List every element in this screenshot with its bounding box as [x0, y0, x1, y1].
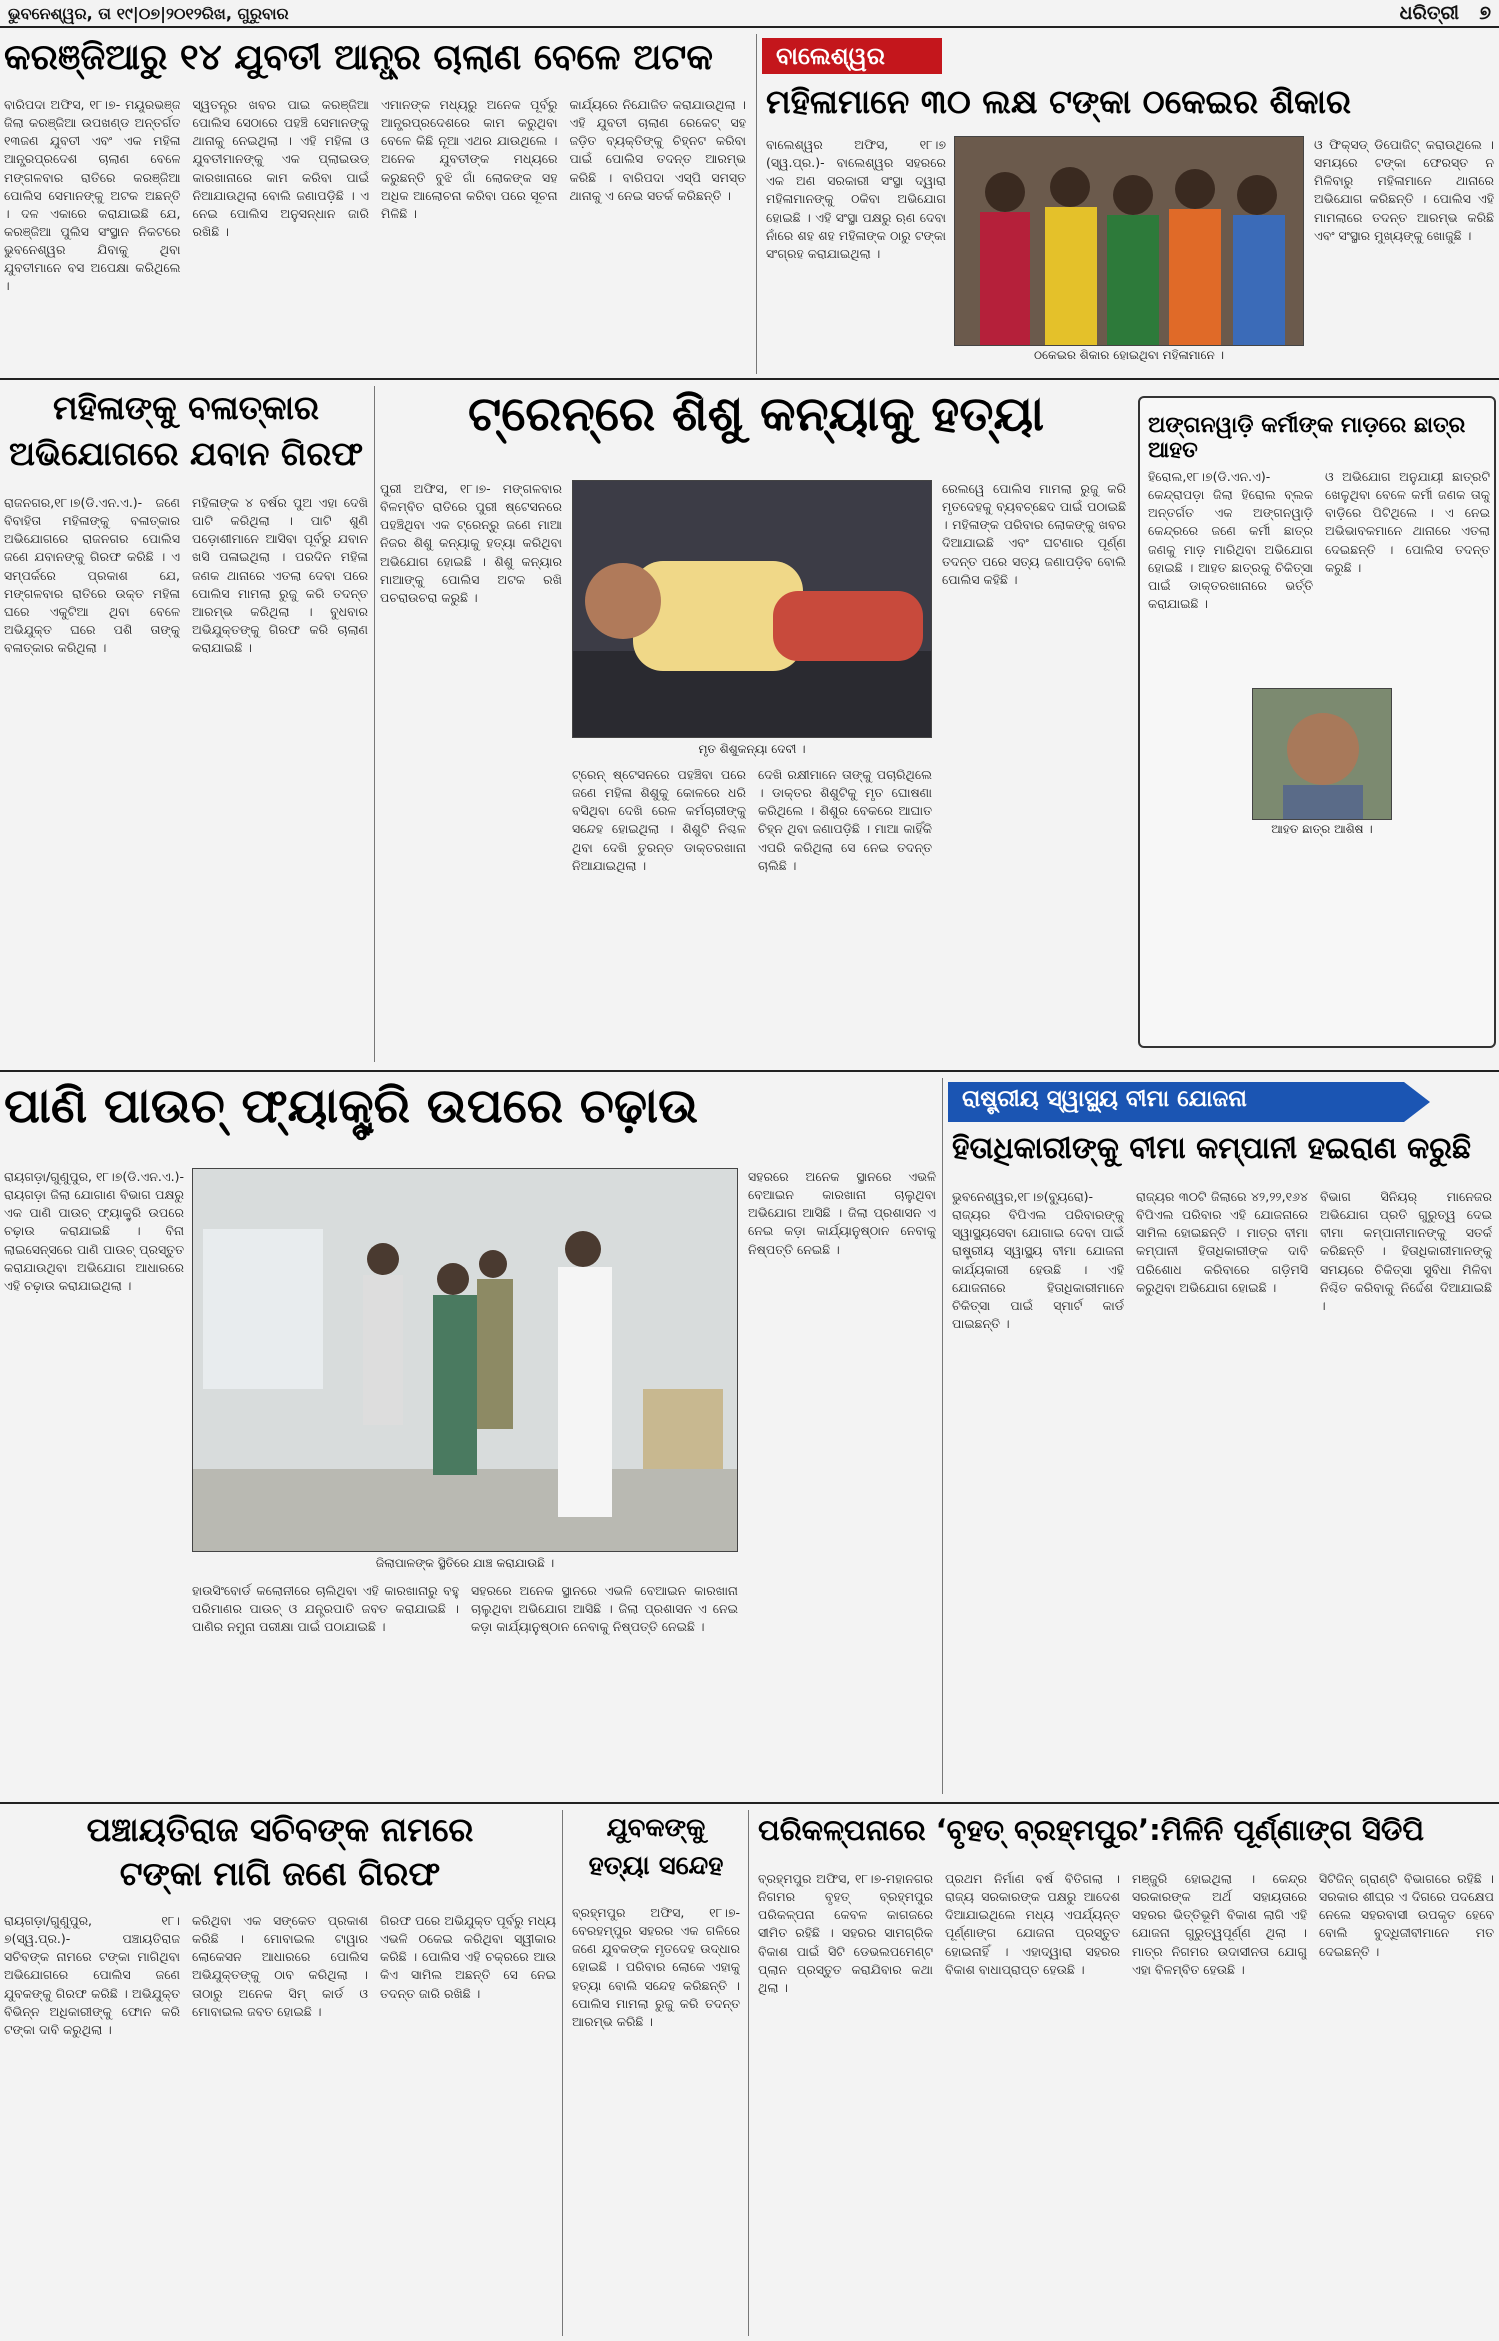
- story-water-pouch: [0, 1076, 940, 1796]
- article-column: ଭୁବନେଶ୍ୱର,୧୮।୭(ବ୍ୟୁରୋ)- ରାଜ୍ୟର ବିପିଏଲ ପରିବାରଙ୍କୁ ସ୍ୱାସ୍ଥ୍ୟସେବା ଯୋଗାଇ ଦେବା ପାଇଁ ରାଷ୍ଟ୍ରୀୟ ସ୍ୱାସ୍ଥ୍ୟ ବୀମା ଯୋଜନା କାର୍ଯ୍ୟକାରୀ ହେଉଛି । ଏହି ଯୋଜନାରେ ହିତାଧିକାରୀମାନେ ଚିକିତ୍ସା ପାଇଁ ସ୍ମାର୍ଟ କାର୍ଡ ପାଇଛନ୍ତି ।: [952, 1189, 1124, 1331]
- photo-caption: ମୃତ ଶିଶୁକନ୍ୟା ଦେବୀ ।: [698, 742, 806, 756]
- article-column: ଓ ଅଭିଯୋଗ ଅନୁଯାୟୀ ଛାତ୍ରଟି ଖେଳୁଥିବା ବେଳେ କର୍ମୀ ଜଣକ ତାକୁ ବାଡ଼ିରେ ପିଟିଥିଲେ । ଏ ନେଇ ଅଭିଭାବକମାନେ ଥାନାରେ ଏତଲା ଦେଇଛନ୍ତି । ପୋଲିସ ତଦନ୍ତ କରୁଛି ।: [1325, 469, 1490, 575]
- headline: ପାଣି ପାଉଚ୍ ଫ୍ୟାକ୍ଟ୍ରି ଉପରେ ଚଢ଼ାଉ: [4, 1078, 699, 1134]
- section-rule: [0, 1070, 1499, 1072]
- article-column: ରାୟଗଡ଼ା/ଗୁଣୁପୁର, ୧୮।୭(ଡି.ଏନ.ଏ.)- ରାୟଗଡ଼ା ଜିଲା ଯୋଗାଣ ବିଭାଗ ପକ୍ଷରୁ ଏକ ପାଣି ପାଉଚ୍ ଫ୍ୟାକ୍ଟ୍ରି ଉପରେ ଚଢ଼ାଉ କରାଯାଇଛି । ବିନା ଲାଇସେନ୍ସରେ ପାଣି ପାଉଚ୍ ପ୍ରସ୍ତୁତ କରାଯାଉଥିବା ଅଭିଯୋଗ ଆଧାରରେ ଏହି ଚଢ଼ାଉ କରାଯାଇଥିଲା ।: [4, 1169, 184, 1293]
- article-column: ବାରିପଦା ଅଫିସ, ୧୮।୭- ମୟୂରଭଞ୍ଜ ଜିଲା କରଞ୍ଜିଆ ଉପଖଣ୍ଡ ଅନ୍ତର୍ଗତ ୧୩ଜଣ ଯୁବତୀ ଏବଂ ଏକ ମହିଳା ଆନ୍ଧ୍ରପ୍ରଦେଶ ଚାଲାଣ ବେଳେ ମଙ୍ଗଳବାର ରାତିରେ କରଞ୍ଜିଆ ପୋଲିସ ସେମାନଙ୍କୁ ଅଟକ ଅଛନ୍ତି । ଦଳ ଏକାରେ କରାଯାଇଛି ଯେ, କରଞ୍ଜିଆ ପୁଲିସ ସଂସ୍ଥାନ ନିକଟରେ ଭୁବନେଶ୍ୱର ଯିବାକୁ ଥିବା ଯୁବତୀମାନେ ବସ ଅପେକ୍ଷା କରିଥିଲେ ।: [4, 97, 181, 294]
- article-column: ଓ ଫିକ୍ସଡ୍ ଡିପୋଜିଟ୍ କରାଉଥିଲେ । ସମୟରେ ଟଙ୍କା ଫେରସ୍ତ ନ ମିଳିବାରୁ ମହିଳାମାନେ ଥାନାରେ ଅଭିଯୋଗ କରିଛନ୍ତି । ପୋଲିସ ଏହି ମାମଲାରେ ତଦନ୍ତ ଆରମ୍ଭ କରିଛି ଏବଂ ସଂସ୍ଥାର ମୁଖ୍ୟଙ୍କୁ ଖୋଜୁଛି ।: [1314, 137, 1494, 243]
- folio-date: ଭୁବନେଶ୍ୱର, ତା ୧୯|୦୭|୨୦୧୨ରିଖ, ଗୁରୁବାର: [8, 4, 289, 23]
- headline: ମହିଳାମାନେ ୩୦ ଲକ୍ଷ ଟଙ୍କା ଠକେଇର ଶିକାର: [766, 82, 1352, 121]
- column-rule: [374, 386, 375, 1062]
- article-column: ଦେଖି ରକ୍ଷୀମାନେ ତାଙ୍କୁ ପଚାରିଥିଲେ । ଡାକ୍ତର ଶିଶୁଟିକୁ ମୃତ ଘୋଷଣା କରିଥିଲେ । ଶିଶୁର ବେକରେ ଆଘାତ ଚିହ୍ନ ଥିବା ଜଣାପଡ଼ିଛି । ମାଆ କାହିଁକି ଏପରି କରିଥିଲା ସେ ନେଇ ତଦନ୍ତ ଚାଲିଛି ।: [758, 767, 932, 873]
- section-kicker: ବାଲେଶ୍ୱର: [762, 38, 942, 74]
- headline: ଯୁବକଙ୍କୁ: [606, 1813, 706, 1843]
- story-panchayatiraj: [0, 1808, 560, 2338]
- article-column: ରାଜ୍ୟର ୩୦ଟି ଜିଲାରେ ୪୨,୨୨,୧୬୪ ବିପିଏଲ ପରିବାର ଏହି ଯୋଜନାରେ ସାମିଲ ହୋଇଛନ୍ତି । ମାତ୍ର ବୀମା କମ୍ପାନୀ ହିତାଧିକାରୀଙ୍କ ଦାବି ପରିଶୋଧ କରିବାରେ ଗଡ଼ିମସି କରୁଥିବା ଅଭିଯୋଗ ହୋଇଛି ।: [1136, 1189, 1308, 1295]
- article-column: ପୁରୀ ଅଫିସ, ୧୮।୭- ମଙ୍ଗଳବାର ବିଳମ୍ବିତ ରାତିରେ ପୁରୀ ଷ୍ଟେସନରେ ପହଞ୍ଚିଥିବା ଏକ ଟ୍ରେନ୍‌ରୁ ଜଣେ ମାଆ ନିଜର ଶିଶୁ କନ୍ୟାକୁ ହତ୍ୟା କରିଥିବା ଅଭିଯୋଗ ହୋଇଛି । ଶିଶୁ କନ୍ୟାର ମାଆଙ୍କୁ ପୋଲିସ ଅଟକ ରଖି ପଚରାଉଚରା କରୁଛି ।: [380, 481, 562, 605]
- infant-photo: [572, 480, 932, 738]
- newspaper-brand: ଧରିତ୍ରୀ: [1399, 2, 1459, 24]
- article-column: ପ୍ରଥମ ନିର୍ମାଣ ବର୍ଷ ବିତିଗଲା । ରାଜ୍ୟ ସରକାରଙ୍କ ପକ୍ଷରୁ ଆଦେଶ ଦିଆଯାଇଥିଲେ ମଧ୍ୟ ଏପର୍ଯ୍ୟନ୍ତ ପୂର୍ଣ୍ଣାଙ୍ଗ ଯୋଜନା ପ୍ରସ୍ତୁତ ହୋଇନାହିଁ । ଏହାଦ୍ୱାରା ସହରର ବିକାଶ ବାଧାପ୍ରାପ୍ତ ହେଉଛି ।: [945, 1871, 1120, 1977]
- section-kicker: ରାଷ୍ଟ୍ରୀୟ ସ୍ୱାସ୍ଥ୍ୟ ବୀମା ଯୋଜନା: [948, 1082, 1404, 1122]
- story-rajnagar: [0, 384, 372, 1064]
- article-column: କାର୍ଯ୍ୟରେ ନିଯୋଜିତ କରାଯାଉଥିଲା । ଏହି ଯୁବତୀ ଚାଲାଣ ରେକେଟ୍ ସହ ଜଡ଼ିତ ବ୍ୟକ୍ତିଙ୍କୁ ଚିହ୍ନଟ କରିବା ପାଇଁ ପୋଲିସ ତଦନ୍ତ ଆରମ୍ଭ କରିଛି । ବାରିପଦା ଏସ୍ପି ସମସ୍ତ ଥାନାକୁ ଏ ନେଇ ସତର୍କ କରିଛନ୍ତି ।: [569, 97, 746, 203]
- article-column: ବ୍ରହ୍ମପୁର ଅଫିସ, ୧୮।୭- ବେରହମ୍ପୁର ସହରର ଏକ ଗଳିରେ ଜଣେ ଯୁବକଙ୍କ ମୃତଦେହ ଉଦ୍ଧାର ହୋଇଛି । ପରିବାର ଲୋକେ ଏହାକୁ ହତ୍ୟା ବୋଲି ସନ୍ଦେହ କରିଛନ୍ତି । ପୋଲିସ ମାମଲା ରୁଜୁ କରି ତଦନ୍ତ ଆରମ୍ଭ କରିଛି ।: [572, 1905, 740, 2029]
- article-column: ଟ୍ରେନ୍ ଷ୍ଟେସନରେ ପହଞ୍ଚିବା ପରେ ଜଣେ ମହିଳା ଶିଶୁକୁ କୋଳରେ ଧରି ବସିଥିବା ଦେଖି ରେଳ କର୍ମଚାରୀଙ୍କୁ ସନ୍ଦେହ ହୋଇଥିଲା । ଶିଶୁଟି ନିଶ୍ଚଳ ଥିବା ଦେଖି ତୁରନ୍ତ ଡାକ୍ତରଖାନା ନିଆଯାଇଥିଲା ।: [572, 767, 746, 873]
- section-rule: [0, 1802, 1499, 1804]
- photo-caption: ଜିଲାପାଳଙ୍କ ସ୍ଥିତିରେ ଯାଞ୍ଚ କରାଯାଉଛି ।: [375, 1556, 555, 1570]
- story-train-murder: [380, 384, 1132, 1064]
- story-anganwadi: [1138, 396, 1496, 1048]
- article-column: ବାଲେଶ୍ୱର ଅଫିସ, ୧୮।୭ (ସ୍ୱ.ପ୍ର.)- ବାଲେଶ୍ୱର ସହରରେ ଏକ ଅଣ ସରକାରୀ ସଂସ୍ଥା ଦ୍ୱାରା ମହିଳାମାନଙ୍କୁ ଠକିବା ଅଭିଯୋଗ ହୋଇଛି । ଏହି ସଂସ୍ଥା ପକ୍ଷରୁ ଋଣ ଦେବା ନାଁରେ ଶହ ଶହ ମହିଳାଙ୍କ ଠାରୁ ଟଙ୍କା ସଂଗ୍ରହ କରାଯାଇଥିଲା ।: [766, 137, 946, 261]
- headline: ଟଙ୍କା ମାଗି ଜଣେ ଗିରଫ: [119, 1854, 441, 1893]
- headline: ହତ୍ୟା ସନ୍ଦେହ: [588, 1851, 724, 1881]
- article-column: ଗିରଫ ପରେ ଅଭିଯୁକ୍ତ ପୂର୍ବରୁ ମଧ୍ୟ ଏଭଳି ଠକେଇ କରିଥିବା ସ୍ୱୀକାର କରିଛି । ପୋଲିସ ଏହି ଚକ୍ରରେ ଆଉ କିଏ ସାମିଲ ଅଛନ୍ତି ସେ ନେଇ ତଦନ୍ତ ଜାରି ରଖିଛି ।: [380, 1913, 556, 2001]
- headline: ଟ୍ରେନ୍‌ରେ ଶିଶୁ କନ୍ୟାକୁ ହତ୍ୟା: [467, 386, 1045, 442]
- headline: ପଞ୍ଚାୟତିରାଜ ସଚିବଙ୍କ ନାମରେ: [86, 1810, 474, 1849]
- photo-caption: ଠକେଇର ଶିକାର ହୋଇଥିବା ମହିଳାମାନେ ।: [1033, 348, 1225, 362]
- story-youth-murder: [568, 1808, 744, 2338]
- headline: ହିତାଧିକାରୀଙ୍କୁ ବୀମା କମ୍ପାନୀ ହଇରାଣ କରୁଛି: [952, 1131, 1472, 1166]
- page-folio: [0, 0, 1499, 28]
- article-column: ରେଲୱେ ପୋଲିସ ମାମଲା ରୁଜୁ କରି ମୃତଦେହକୁ ବ୍ୟବଚ୍ଛେଦ ପାଇଁ ପଠାଇଛି । ମହିଳାଙ୍କ ପରିବାର ଲୋକଙ୍କୁ ଖବର ଦିଆଯାଇଛି ଏବଂ ଘଟଣାର ପୂର୍ଣ୍ଣ ତଦନ୍ତ ପରେ ସତ୍ୟ ଜଣାପଡ଼ିବ ବୋଲି ପୋଲିସ କହିଛି ।: [942, 481, 1126, 587]
- column-rule: [562, 1810, 563, 2336]
- headline: ପରିକଳ୍ପନାରେ ‘ବୃହତ୍ ବ୍ରହ୍ମପୁର’:ମିଳିନି ପୂର୍ଣ୍ଣାଙ୍ଗ ସିଡିପି: [758, 1813, 1425, 1847]
- column-rule: [942, 1078, 943, 1794]
- page-number: ୭: [1479, 2, 1491, 24]
- article-column: ବିଭାଗ ସିନିୟର୍ ମାନେଜର ଅଭିଯୋଗ ପ୍ରତି ଗୁରୁତ୍ୱ ଦେଇ ବୀମା କମ୍ପାନୀମାନଙ୍କୁ ସତର୍କ କରିଛନ୍ତି । ହିତାଧିକାରୀମାନଙ୍କୁ ସମୟରେ ଚିକିତ୍ସା ସୁବିଧା ମିଳିବା ନିଶ୍ଚିତ କରିବାକୁ ନିର୍ଦ୍ଦେଶ ଦିଆଯାଇଛି ।: [1320, 1189, 1492, 1313]
- story-balasore: [762, 32, 1499, 372]
- headline: ମହିଳାଙ୍କୁ ବଳାତ୍କାର: [52, 388, 320, 427]
- article-column: ରାୟଗଡ଼ା/ଗୁଣୁପୁର, ୧୮।୭(ସ୍ୱ.ପ୍ର.)- ପଞ୍ଚାୟତିରାଜ ସଚିବଙ୍କ ନାମରେ ଟଙ୍କା ମାଗିଥିବା ଅଭିଯୋଗରେ ପୋଲିସ ଜଣେ ଯୁବକଙ୍କୁ ଗିରଫ କରିଛି । ଅଭିଯୁକ୍ତ ବିଭିନ୍ନ ଅଧିକାରୀଙ୍କୁ ଫୋନ କରି ଟଙ୍କା ଦାବି କରୁଥିଲା ।: [4, 1913, 180, 2037]
- article-column: ହିରୋଲ,୧୮।୭(ଡି.ଏନ.ଏ)- କେନ୍ଦ୍ରାପଡ଼ା ଜିଲା ହିରୋଲ ବ୍ଲକ ଅନ୍ତର୍ଗତ ଏକ ଅଙ୍ଗନୱାଡ଼ି କେନ୍ଦ୍ରରେ ଜଣେ କର୍ମୀ ଛାତ୍ର ଜଣକୁ ମାଡ଼ ମାରିଥିବା ଅଭିଯୋଗ ହୋଇଛି । ଆହତ ଛାତ୍ରକୁ ଚିକିତ୍ସା ପାଇଁ ଡାକ୍ତରଖାନାରେ ଭର୍ତ୍ତି କରାଯାଇଛି ।: [1148, 469, 1313, 611]
- headline: କରଞ୍ଜିଆରୁ ୧୪ ଯୁବତୀ ଆନ୍ଧ୍ର ଚାଲାଣ ବେଳେ ଅଟକ: [4, 37, 713, 78]
- article-column: ହାଉସିଂବୋର୍ଡ କଲୋନୀରେ ଚାଲିଥିବା ଏହି କାରଖାନାରୁ ବହୁ ପରିମାଣର ପାଉଚ୍ ଓ ଯନ୍ତ୍ରପାତି ଜବତ କରାଯାଇଛି । ପାଣିର ନମୁନା ପରୀକ୍ଷା ପାଇଁ ପଠାଯାଇଛି ।: [192, 1583, 459, 1635]
- article-column: ମହିଳାଙ୍କ ୪ ବର୍ଷର ପୁଅ ଏହା ଦେଖି ପାଟି କରିଥିଲା । ପାଟି ଶୁଣି ପଡ଼ୋଶୀମାନେ ଆସିବା ପୂର୍ବରୁ ଯବାନ ଖସି ପଳାଇଥିଲା । ପରଦିନ ମହିଳା ଜଣକ ଥାନାରେ ଏତଲା ଦେବା ପରେ ପୋଲିସ ମାମଲା ରୁଜୁ କରି ତଦନ୍ତ ଆରମ୍ଭ କରିଥିଲା । ବୁଧବାର ଅଭିଯୁକ୍ତଙ୍କୁ ଗିରଫ କରି ଚାଲାଣ କରାଯାଇଛି ।: [192, 495, 368, 655]
- story-brahmapur: [754, 1808, 1499, 2338]
- factory-raid-photo: [192, 1168, 738, 1552]
- photo-caption: ଆହତ ଛାତ୍ର ଆଶିଷ ।: [1252, 822, 1392, 837]
- headline: ଅଭିଯୋଗରେ ଯବାନ ଗିରଫ: [8, 434, 364, 473]
- article-column: ସହରରେ ଅନେକ ସ୍ଥାନରେ ଏଭଳି ବେଆଇନ କାରଖାନା ଚାଲୁଥିବା ଅଭିଯୋଗ ଆସିଛି । ଜିଲା ପ୍ରଶାସନ ଏ ନେଇ କଡ଼ା କାର୍ଯ୍ୟାନୁଷ୍ଠାନ ନେବାକୁ ନିଷ୍ପତ୍ତି ନେଇଛି ।: [748, 1169, 936, 1257]
- article-column: ବ୍ରହ୍ମପୁର ଅଫିସ, ୧୮।୭-ମହାନଗର ନିଗମର ବୃହତ୍ ବ୍ରହ୍ମପୁର ପରିକଳ୍ପନା କେବଳ କାଗଜରେ ସୀମିତ ରହିଛି । ସହରର ସାମଗ୍ରିକ ବିକାଶ ପାଇଁ ସିଟି ଡେଭଲପମେଣ୍ଟ ପ୍ଲାନ ପ୍ରସ୍ତୁତ କରାଯିବାର କଥା ଥିଲା ।: [758, 1871, 933, 1995]
- headline: ଅଙ୍ଗନୱାଡ଼ି କର୍ମୀଙ୍କ ମାଡ଼ରେ ଛାତ୍ର ଆହତ: [1148, 413, 1466, 463]
- story-karanjia: [0, 32, 750, 372]
- article-column: ଏମାନଙ୍କ ମଧ୍ୟରୁ ଅନେକ ପୂର୍ବରୁ ଆନ୍ଧ୍ରପ୍ରଦେଶରେ କାମ କରୁଥିବା ବେଳେ କିଛି ନୂଆ ଏଥର ଯାଉଥିଲେ । ଅନେକ ଯୁବତୀଙ୍କ ମଧ୍ୟରେ କରୁଛନ୍ତି ବୁଝି ଗାଁ ଲୋକଙ୍କ ସହ ଅଧିକ ଆଲୋଚନା କରିବା ପରେ ସୂଚନା ମିଳିଛି ।: [381, 97, 558, 221]
- article-column: ମଞ୍ଜୁରି ହୋଇଥିଲା । କେନ୍ଦ୍ର ସରକାରଙ୍କ ଅର୍ଥ ସହାୟତାରେ ସହରର ଭିତ୍ତିଭୂମି ବିକାଶ ଲାଗି ଏହି ଯୋଜନା ଗୁରୁତ୍ୱପୂର୍ଣ୍ଣ ଥିଲା । ମାତ୍ର ନିଗମର ଉଦାସୀନତା ଯୋଗୁ ଏହା ବିଳମ୍ବିତ ହେଉଛି ।: [1132, 1871, 1307, 1977]
- article-column: ରାଜନଗର,୧୮।୭(ଡି.ଏନ.ଏ.)- ଜଣେ ବିବାହିତା ମହିଳାଙ୍କୁ ବଳାତ୍କାର ଅଭିଯୋଗରେ ରାଜନଗର ପୋଲିସ ଜଣେ ଯବାନଙ୍କୁ ଗିରଫ କରିଛି । ଏ ସମ୍ପର୍କରେ ପ୍ରକାଶ ଯେ, ମଙ୍ଗଳବାର ରାତିରେ ଉକ୍ତ ମହିଳା ଘରେ ଏକୁଟିଆ ଥିବା ବେଳେ ଅଭିଯୁକ୍ତ ଘରେ ପଶି ତାଙ୍କୁ ବଳାତ୍କାର କରିଥିଲା ।: [4, 495, 180, 655]
- article-column: କରିଥିବା ଏକ ସଙ୍କେତ ପ୍ରକାଶ କରିଛି । ମୋବାଇଲ ଟାୱାର ଲୋକେସନ ଆଧାରରେ ପୋଲିସ ଅଭିଯୁକ୍ତଙ୍କୁ ଠାବ କରିଥିଲା । ତାଠାରୁ ଅନେକ ସିମ୍ କାର୍ଡ ଓ ମୋବାଇଲ ଜବତ ହୋଇଛି ।: [192, 1913, 368, 2019]
- column-rule: [756, 34, 757, 374]
- section-rule: [0, 378, 1499, 380]
- article-column: ସହରରେ ଅନେକ ସ୍ଥାନରେ ଏଭଳି ବେଆଇନ କାରଖାନା ଚାଲୁଥିବା ଅଭିଯୋଗ ଆସିଛି । ଜିଲା ପ୍ରଶାସନ ଏ ନେଇ କଡ଼ା କାର୍ଯ୍ୟାନୁଷ୍ଠାନ ନେବାକୁ ନିଷ୍ପତ୍ତି ନେଇଛି ।: [471, 1583, 738, 1635]
- article-column: ସିଟିଜିନ୍ ଗ୍ରାଣ୍ଟି ବିଭାଗରେ ରହିଛି । ସରକାର ଶୀଘ୍ର ଏ ଦିଗରେ ପଦକ୍ଷେପ ନେଲେ ସହରବାସୀ ଉପକୃତ ହେବେ ବୋଲି ବୁଦ୍ଧିଜୀବୀମାନେ ମତ ଦେଇଛନ୍ତି ।: [1319, 1871, 1494, 1959]
- injured-boy-photo: [1252, 688, 1392, 820]
- article-column: ସ୍ୱତନ୍ତ୍ର ଖବର ପାଇ କରଞ୍ଜିଆ ପୋଲିସ ସେଠାରେ ପହଞ୍ଚି ସେମାନଙ୍କୁ ଥାନାକୁ ନେଇଥିଲା । ଏହି ମହିଳା ଓ ଯୁବତୀମାନଙ୍କୁ ଏକ ପ୍ଲାଇଉଡ୍ କାରଖାନାରେ କାମ କରିବା ପାଇଁ ନିଆଯାଉଥିଲା ବୋଲି ଜଣାପଡ଼ିଛି । ଏ ନେଇ ପୋଲିସ ଅନୁସନ୍ଧାନ ଜାରି ରଖିଛି ।: [192, 97, 369, 239]
- column-rule: [748, 1810, 749, 2336]
- women-group-photo: [954, 136, 1304, 346]
- story-health-insurance: [948, 1076, 1499, 1796]
